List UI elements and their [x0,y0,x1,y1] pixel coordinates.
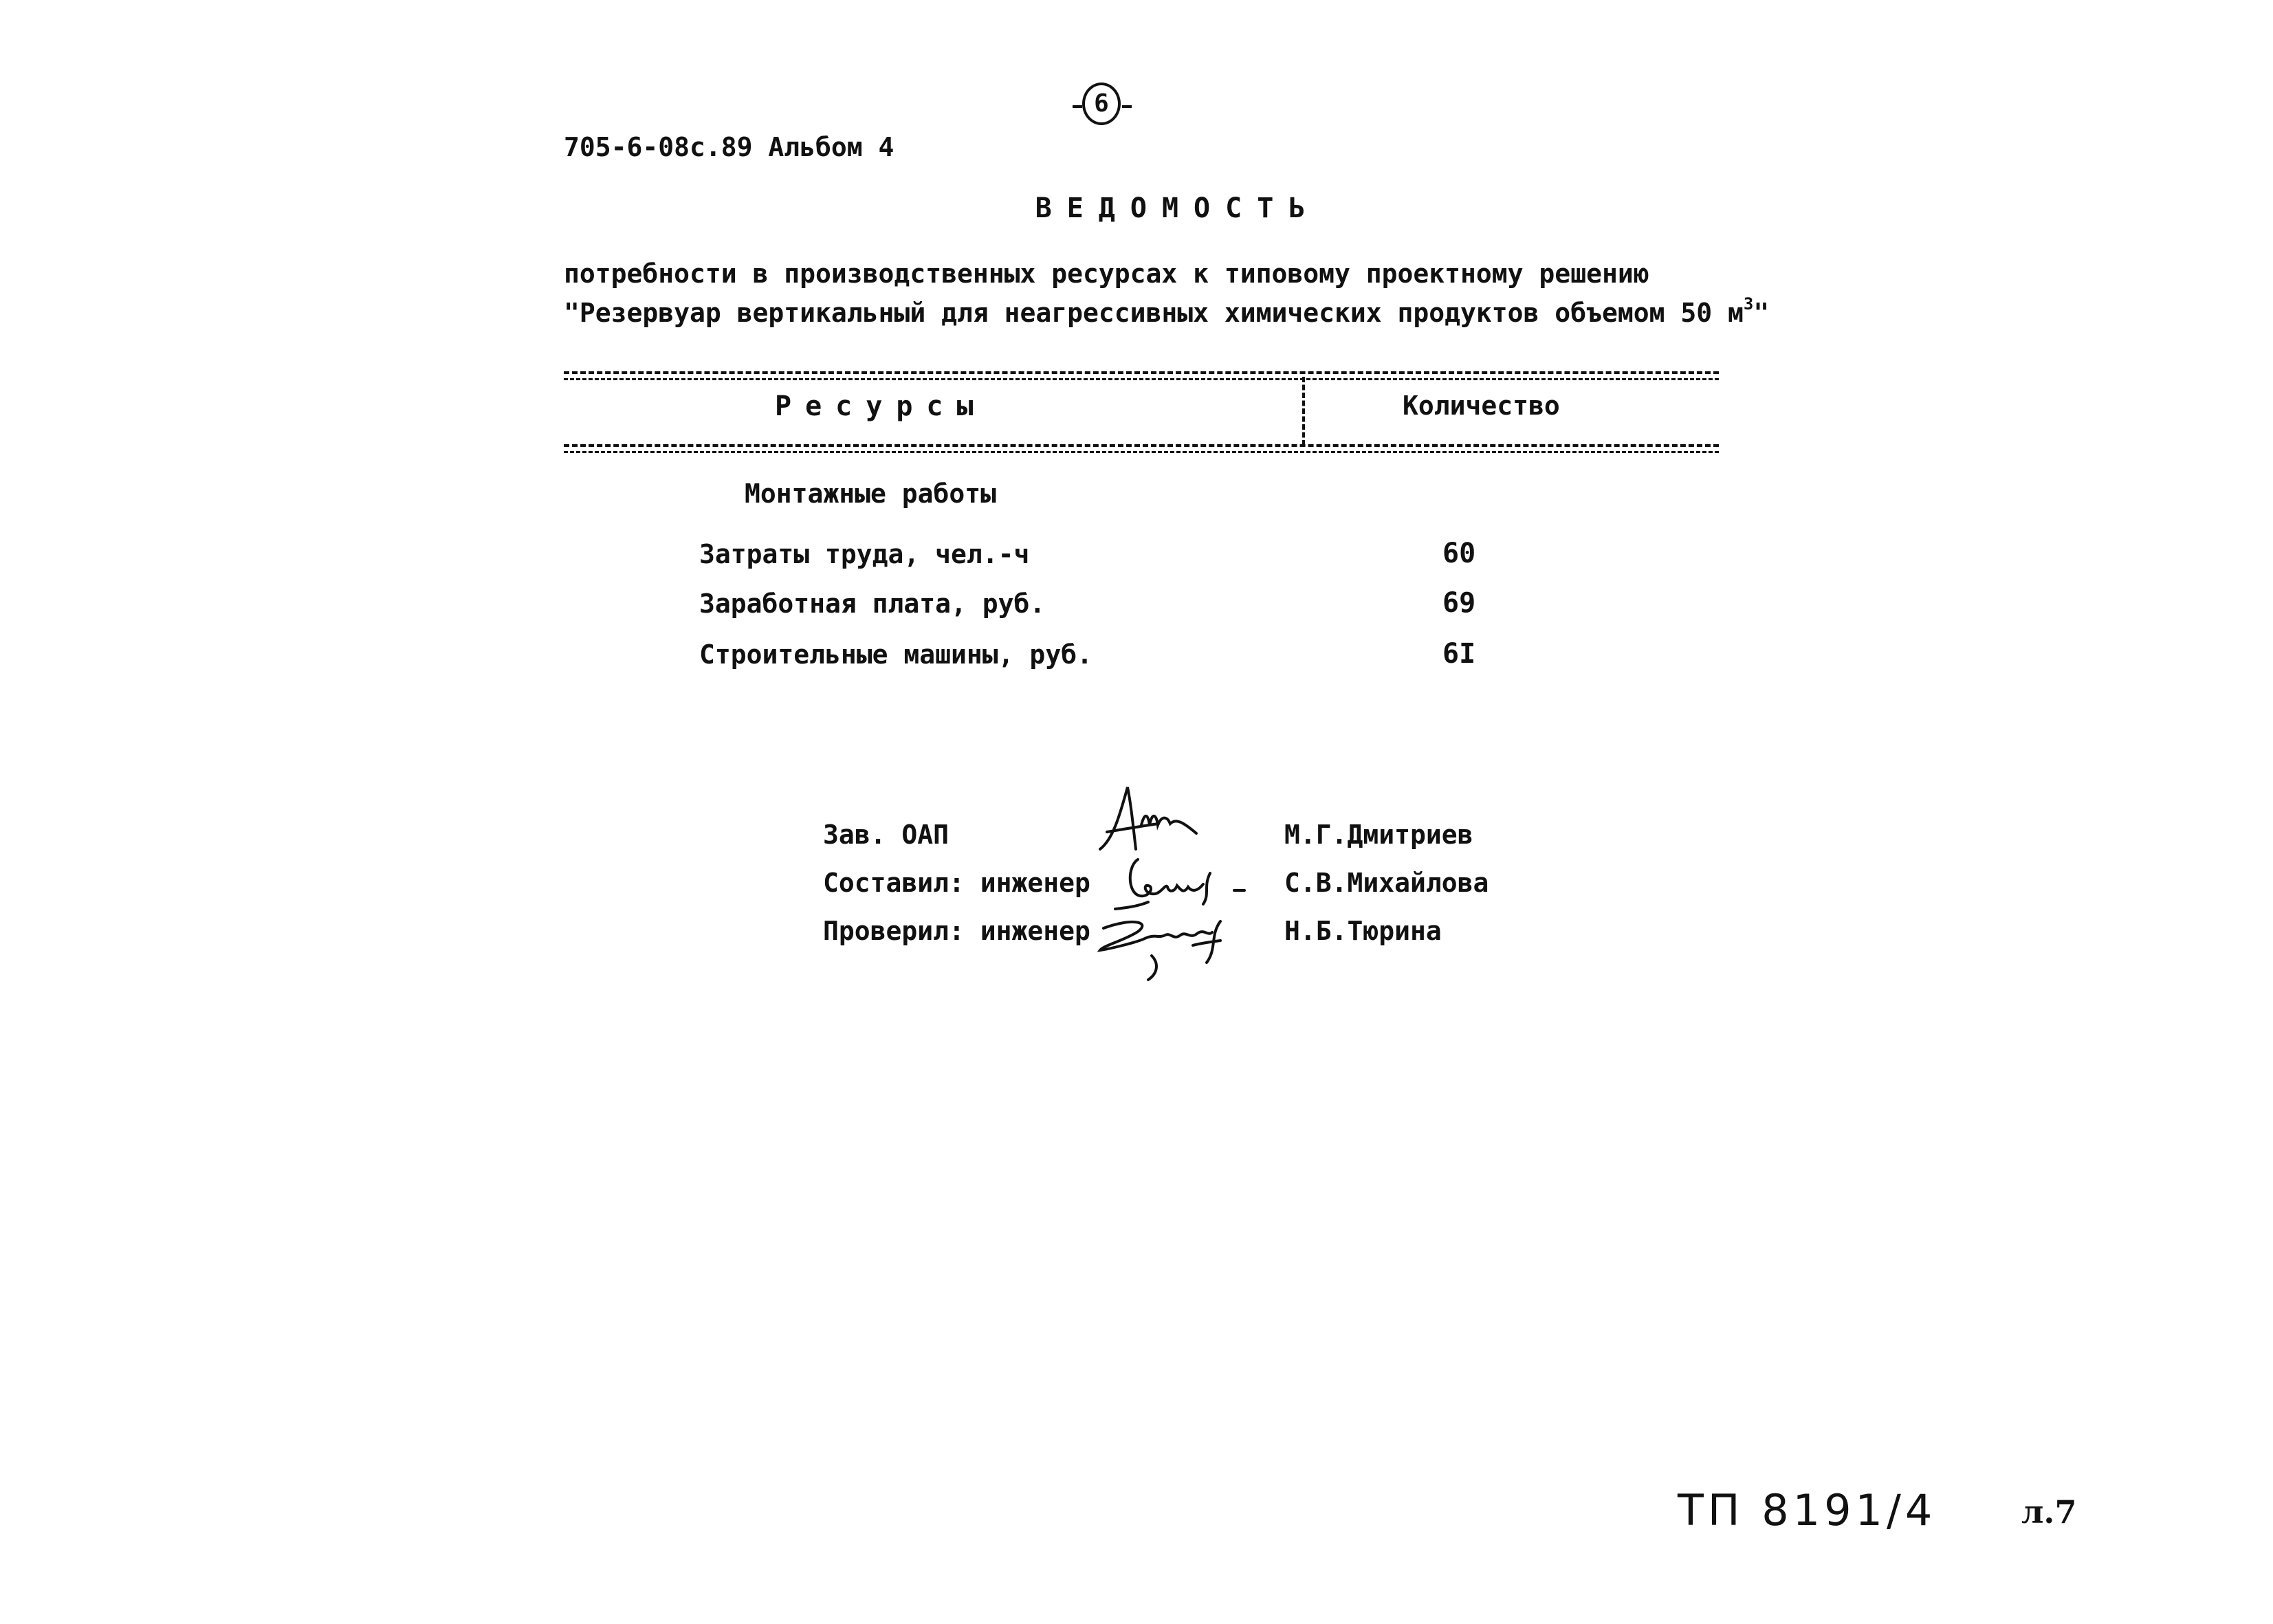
table-section-title: Монтажные работы [745,479,997,509]
page-number-dash-right [1122,105,1132,108]
signature-role: Составил: инженер [823,868,1090,898]
document-code: 705-6-08с.89 Альбом 4 [564,132,894,162]
table-top-rule [564,371,1719,374]
signature-name: С.В.Михайлова [1284,868,1489,898]
signature-name: Н.Б.Тюрина [1284,916,1442,946]
table-column-divider [1302,377,1305,446]
table-header-resources: Ресурсы [775,391,987,422]
table-header-quantity: Количество [1403,391,1560,421]
sheet-number: л.7 [2021,1493,2077,1530]
handwritten-signature-1 [1093,784,1210,859]
page-number [1073,83,1132,131]
page-number-circle: 6 [1082,83,1121,125]
table-top-rule-inner [564,378,1719,380]
drawing-stamp-number: ТП 8191/4 [1678,1485,1937,1535]
handwritten-signature-2 [1107,853,1265,914]
subtitle-line-2-text: "Резервуар вертикальный для неагрессивных химических продуктов объемом 50 м [564,298,1744,328]
table-row-value: 6I [1442,638,1476,670]
document-subtitle-line-2 [564,294,1769,328]
document-title: ВЕДОМОСТЬ [1035,193,1321,224]
document-subtitle-line-1: потребности в производственных ресурсах к типовому проектному решению [564,259,1649,289]
table-row-value: 69 [1442,587,1476,619]
table-header-bottom-rule-inner [564,451,1719,453]
subtitle-line-2-superscript: 3 [1743,294,1754,314]
subtitle-line-2-end: " [1753,298,1770,328]
page-number-dash-left [1073,105,1082,108]
table-row-value: 60 [1442,538,1476,569]
handwritten-signature-3 [1090,908,1255,983]
table-row-label: Заработная плата, руб. [699,589,1046,619]
table-row-label: Строительные машины, руб. [699,639,1092,670]
table-row-label: Затраты труда, чел.-ч [699,539,1030,569]
signature-role: Проверил: инженер [823,916,1090,946]
signature-role: Зав. ОАП [823,820,949,850]
table-header-bottom-rule [564,444,1719,447]
signature-name: М.Г.Дмитриев [1284,820,1473,850]
